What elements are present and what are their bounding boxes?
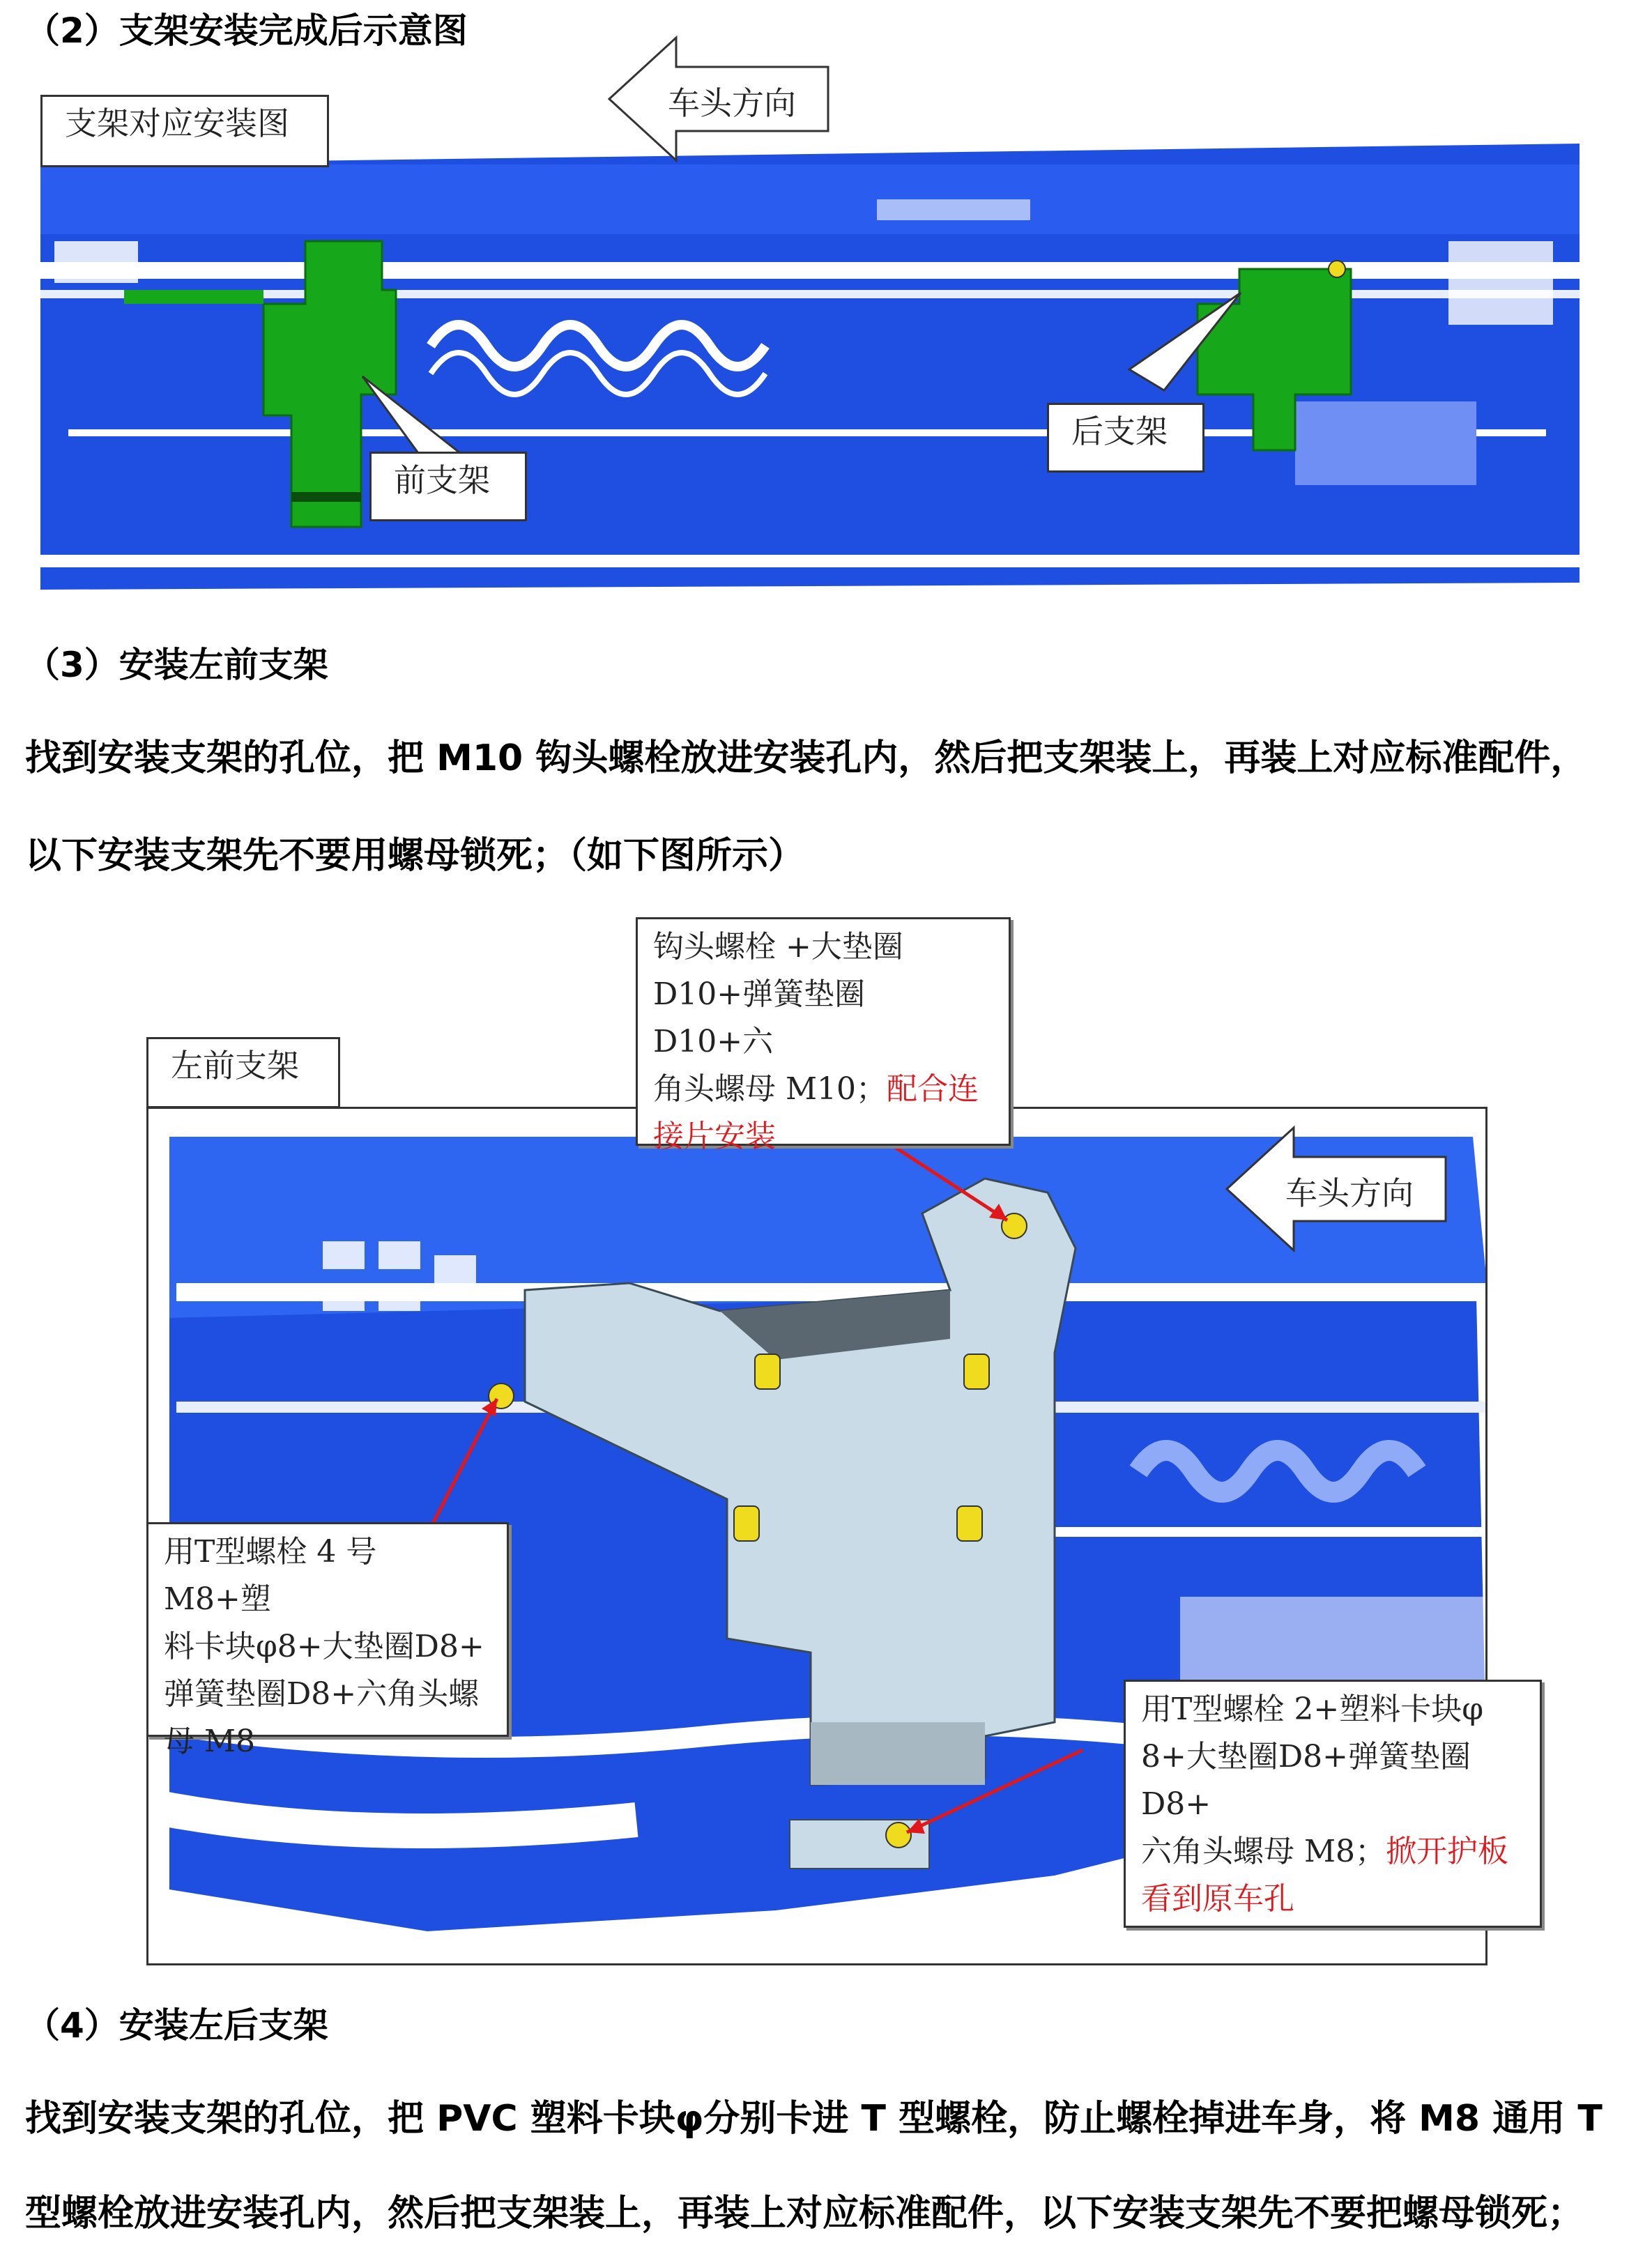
callout-hook-bolt [636, 917, 1011, 1154]
callout-hook-bolt-line-1: 钩头螺栓 +大垫圈 [653, 929, 903, 965]
callout-hook-bolt-red-line: 接片安装 [653, 1119, 776, 1154]
callout-t-bolt-2-red-tail: 掀开护板 [1386, 1834, 1509, 1869]
front-bracket-label: 前支架 [394, 461, 490, 499]
callout-hook-bolt-red-tail: 配合连 [887, 1071, 979, 1107]
section-3-paragraph-line-2: 以下安装支架先不要用螺母锁死；（如下图所示） [25, 835, 805, 877]
figure2-title-box [146, 1037, 340, 1108]
rear-bracket-label-box [1047, 403, 1204, 473]
front-bracket-label-box [369, 452, 527, 521]
rear-bracket-label: 后支架 [1071, 413, 1168, 450]
section-4-paragraph-line-1: 找到安装支架的孔位，把 PVC 塑料卡块φ分别卡进 T 型螺栓，防止螺栓掉进车身，将 M8 通用 T [25, 2098, 1603, 2140]
figure2-direction-arrow [1224, 1125, 1448, 1253]
callout-t-bolt-2-red-line: 看到原车孔 [1141, 1881, 1294, 1917]
figure1-direction-label: 车头方向 [668, 84, 796, 122]
callout-t-bolt-4 [146, 1522, 509, 1759]
callout-t-bolt-2-line-1: 用T型螺栓 2+塑料卡块φ [1141, 1692, 1484, 1727]
callout-hook-bolt-line-2: D10+弹簧垫圈 D10+六 [653, 976, 866, 1059]
section-2-heading: （2）支架安装完成后示意图 [25, 10, 468, 51]
section-4-paragraph-line-2: 型螺栓放进安装孔内，然后把支架装上，再装上对应标准配件，以下安装支架先不要把螺母锁死； [25, 2193, 1584, 2234]
callout-t-bolt-2 [1124, 1680, 1542, 1928]
callout-t-bolt-4-line-3: 弹簧垫圈D8+六角头螺 [164, 1676, 480, 1712]
callout-t-bolt-4-line-4: 母 M8 [164, 1724, 256, 1759]
figure2-direction-label: 车头方向 [1285, 1174, 1414, 1212]
section-3-heading: （3）安装左前支架 [25, 645, 328, 685]
figure1-title: 支架对应安装图 [65, 105, 289, 142]
callout-t-bolt-2-line-3: 六角头螺母 M8； [1141, 1834, 1386, 1869]
callout-t-bolt-4-line-2: 料卡块φ8+大垫圈D8+ [164, 1629, 484, 1664]
figure-bracket-overview [40, 137, 1580, 591]
callout-t-bolt-4-line-1: 用T型螺栓 4 号 M8+塑 [164, 1534, 377, 1617]
callout-hook-bolt-line-3: 角头螺母 M10； [653, 1071, 887, 1107]
figure1-direction-arrow [606, 35, 831, 163]
figure1-title-box [40, 95, 329, 167]
callout-t-bolt-2-line-2: 8+大垫圈D8+弹簧垫圈D8+ [1141, 1739, 1471, 1822]
section-4-heading: （4）安装左后支架 [25, 2005, 328, 2046]
figure-bracket-overview-illustration [40, 137, 1580, 591]
figure2-title: 左前支架 [171, 1047, 299, 1084]
section-3-paragraph-line-1: 找到安装支架的孔位，把 M10 钩头螺栓放进安装孔内，然后把支架装上，再装上对应标准配件， [25, 737, 1587, 779]
